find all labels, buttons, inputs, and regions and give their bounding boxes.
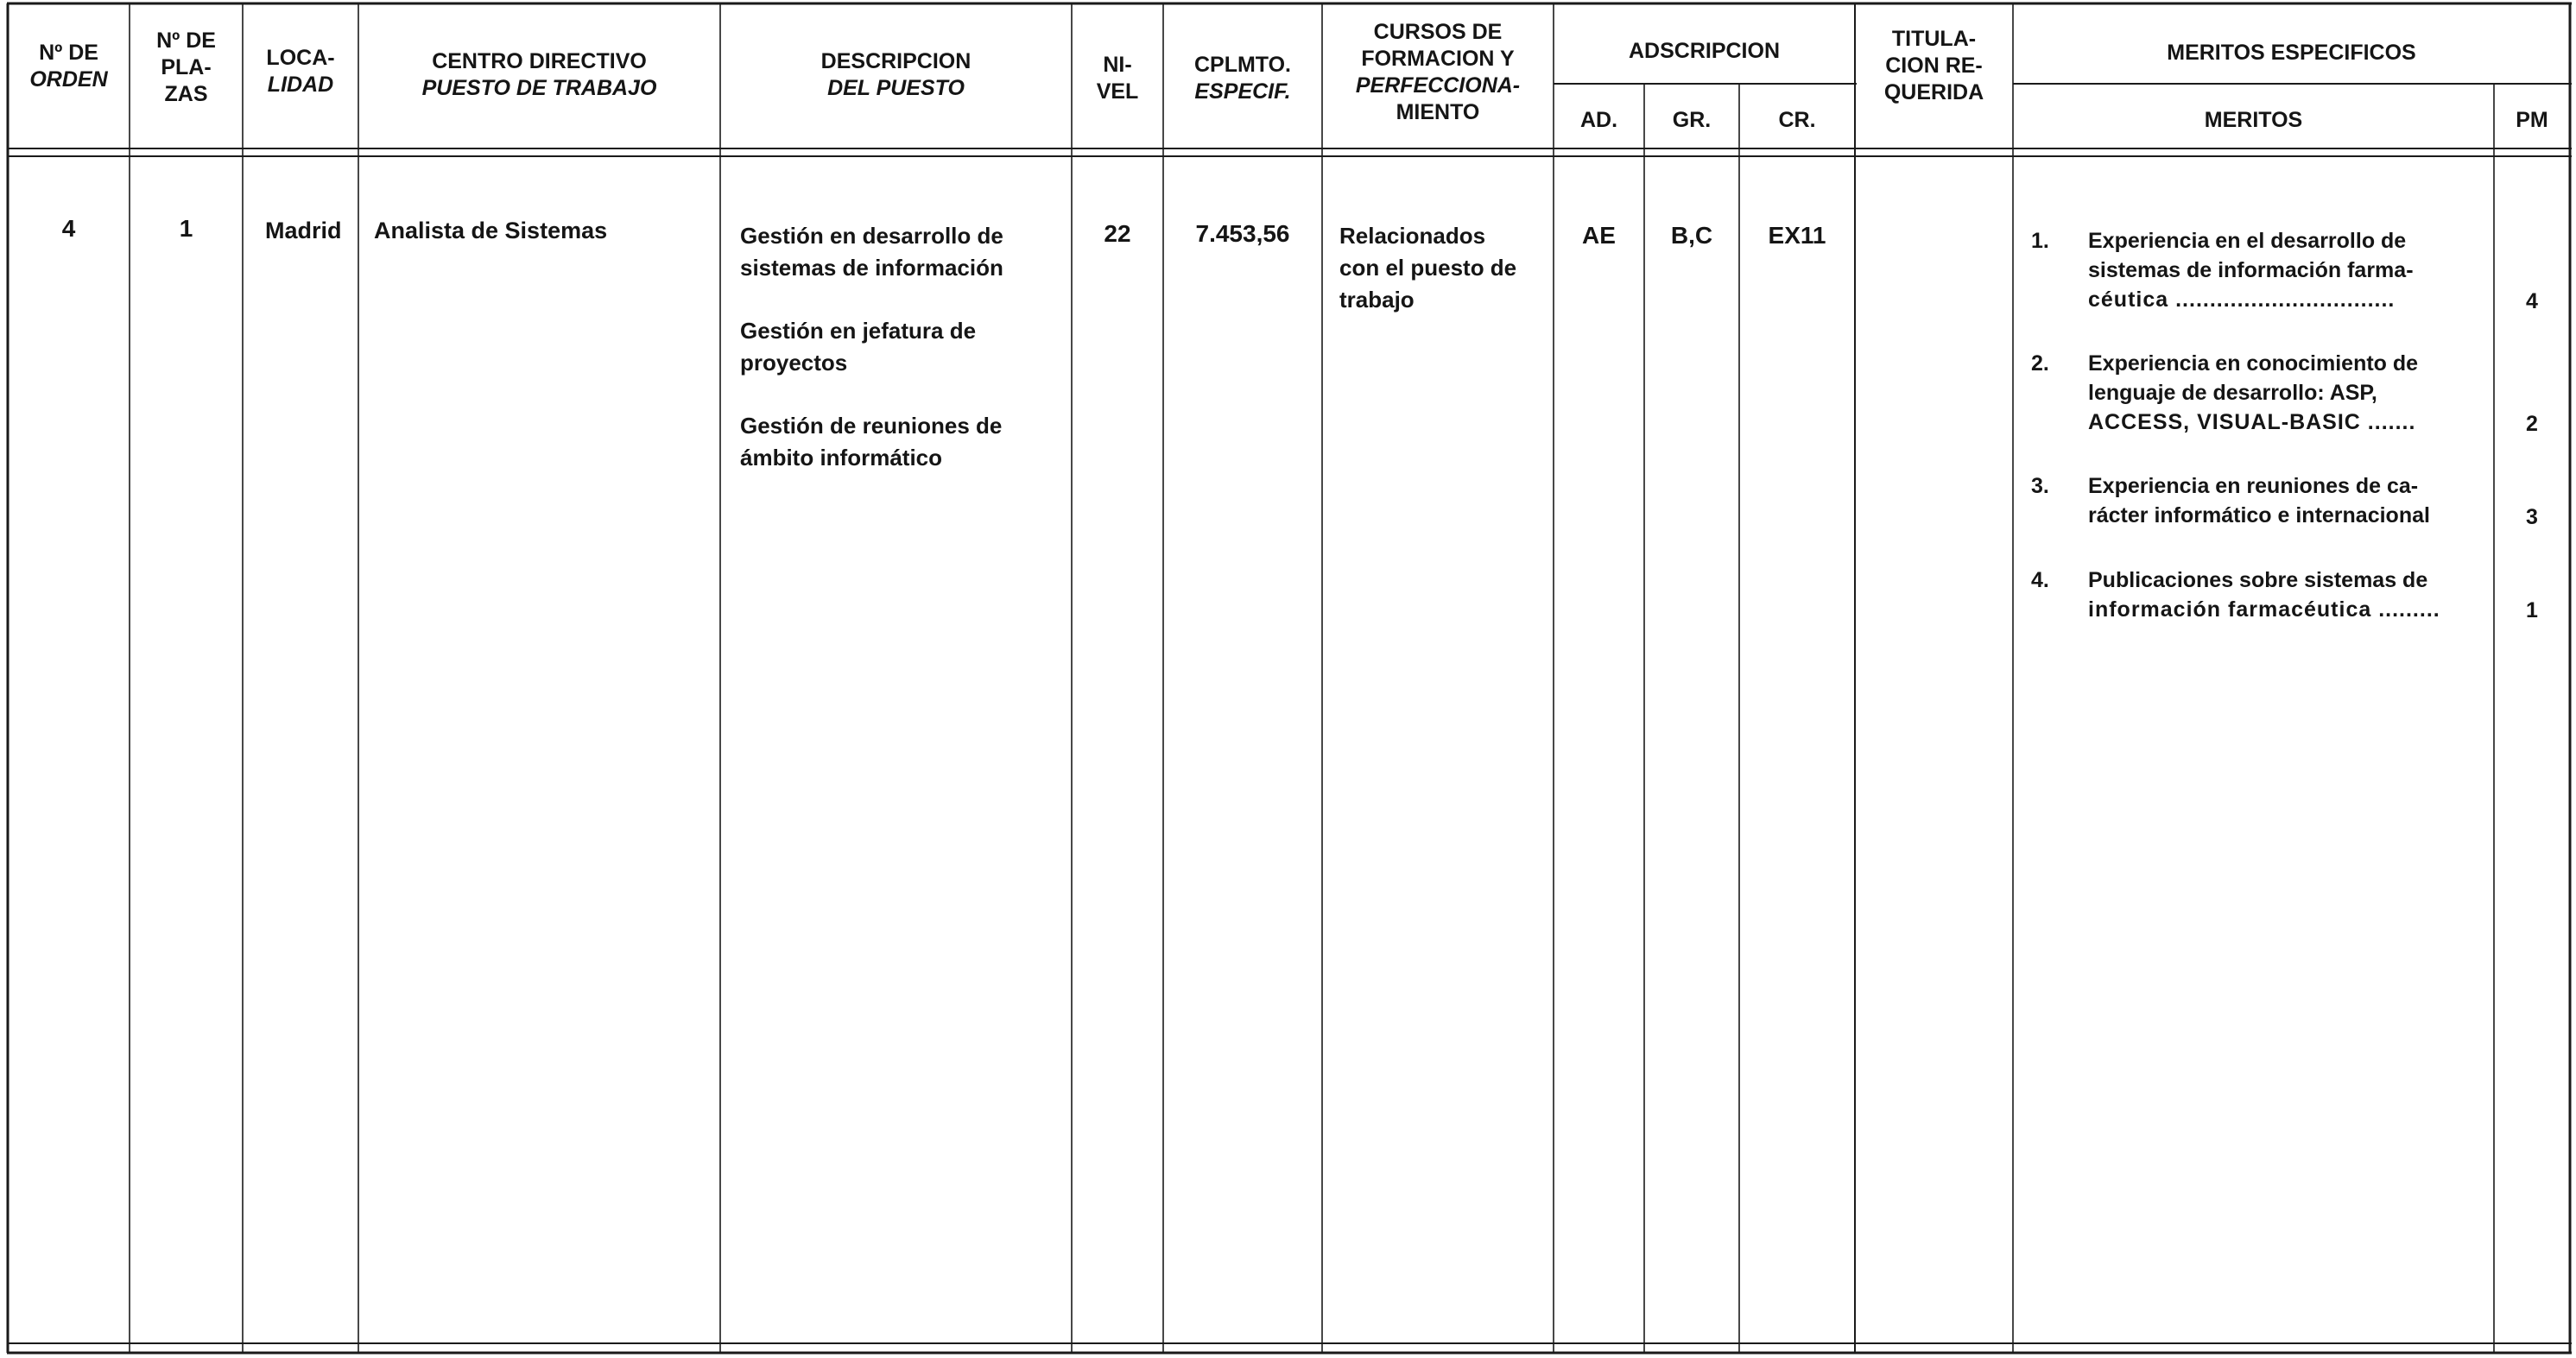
merit-number: 3. [2031,474,2049,498]
header-descripcion-line-2: DEL PUESTO [827,76,965,100]
descripcion-item-2-line-2: proyectos [740,350,848,376]
merit-pm: 2 [2526,412,2538,436]
merit-number: 2. [2031,351,2049,376]
merit-item [2031,349,2489,444]
header-cursos-line-4: MIENTO [1396,100,1480,124]
header-cplmto-line-1: CPLMTO. [1193,53,1292,77]
header-meritos-especificos: MERITOS ESPECIFICOS [2167,41,2416,65]
descripcion-item-3-line-1: Gestión de reuniones de [740,413,1003,439]
cell-ad: AE [1582,222,1616,249]
merit-item [2031,565,2489,631]
header-localidad [243,45,358,98]
header-descripcion-line-1: DESCRIPCION [820,49,972,73]
header-n-plazas-line-3: ZAS [164,82,208,106]
cell-orden: 4 [61,215,76,242]
merit-4-line-2: información farmacéutica ......... [2088,597,2440,622]
header-centro-line-1: CENTRO DIRECTIVO [432,49,647,73]
header-cr: CR. [1778,108,1816,132]
header-nivel-line-1: NI- [1103,53,1132,77]
descripcion-item [740,220,1068,284]
header-localidad-line-2: LIDAD [267,73,334,97]
header-titulacion-line-1: TITULA- [1891,27,1977,51]
header-n-plazas-line-1: Nº DE [156,28,216,53]
header-cursos-line-3: PERFECCIONA- [1355,73,1521,98]
descripcion-item-3-line-2: ámbito informático [740,445,943,471]
merit-item [2031,471,2489,537]
header-cursos-line-1: CURSOS DE [1373,20,1503,44]
merit-3-line-1: Experiencia en reuniones de ca- [2088,474,2419,498]
descripcion-item-1-line-2: sistemas de información [740,255,1003,281]
merit-text [2088,349,2503,437]
header-ad: AD. [1579,108,1618,132]
header-cursos-line-2: FORMACION Y [1361,47,1515,71]
merit-text [2088,471,2503,530]
descripcion-item-2-line-1: Gestión en jefatura de [740,318,977,344]
merit-pm: 4 [2526,289,2538,313]
cell-gr: B,C [1670,222,1713,249]
header-pm: PM [2516,108,2548,132]
cell-cplmto: 7.453,56 [1195,220,1290,247]
cell-nivel: 22 [1104,220,1131,247]
cell-plazas: 1 [179,215,193,242]
header-descripcion [720,48,1072,102]
header-titulacion [1855,26,2013,106]
header-n-orden-line-1: Nº DE [39,41,98,65]
merit-pm: 3 [2526,505,2538,529]
merit-1-line-2: sistemas de información farma- [2088,258,2414,282]
merit-text [2088,226,2503,314]
header-gr: GR. [1672,108,1712,132]
merit-text [2088,565,2503,624]
merit-3-line-2: rácter informático e internacional [2088,503,2430,527]
cursos-line-2: con el puesto de [1339,255,1517,281]
header-cplmto-line-2: ESPECIF. [1194,79,1291,104]
cell-cr: EX11 [1768,222,1826,249]
merit-1-line-3: céutica ................................ [2088,287,2396,312]
merit-2-line-3: ACCESS, VISUAL-BASIC ....... [2088,410,2416,434]
header-n-orden-line-2: ORDEN [29,67,108,92]
header-nivel-line-2: VEL [1096,79,1139,104]
header-adscripcion: ADSCRIPCION [1628,39,1780,63]
merit-number: 1. [2031,229,2049,253]
merit-1-line-1: Experiencia en el desarrollo de [2088,229,2407,253]
merit-item [2031,226,2489,321]
header-titulacion-line-2: CION RE- [1885,54,1983,78]
header-centro-line-2: PUESTO DE TRABAJO [421,76,657,100]
header-n-orden [8,40,130,93]
merit-2-line-1: Experiencia en conocimiento de [2088,351,2419,376]
merit-4-line-1: Publicaciones sobre sistemas de [2088,568,2428,592]
header-localidad-line-1: LOCA- [266,46,335,70]
cursos-line-3: trabajo [1339,287,1415,313]
merit-2-line-2: lenguaje de desarrollo: ASP, [2088,381,2377,405]
cell-puesto: Analista de Sistemas [374,218,608,243]
descripcion-item-1-line-1: Gestión en desarrollo de [740,223,1003,249]
header-cursos [1322,19,1554,126]
header-n-plazas-line-2: PLA- [161,55,212,79]
header-n-plazas [130,28,243,108]
header-centro-directivo [358,48,720,102]
header-cplmto [1163,52,1322,105]
header-meritos: MERITOS [2204,108,2303,132]
header-titulacion-line-3: QUERIDA [1883,80,1984,104]
cursos-line-1: Relacionados [1339,223,1486,249]
cell-descripcion [740,220,1068,474]
cell-localidad: Madrid [265,218,342,243]
cell-cursos [1339,220,1551,316]
descripcion-item [740,315,1068,379]
descripcion-item [740,410,1068,474]
merit-pm: 1 [2526,598,2538,622]
merit-number: 4. [2031,568,2049,592]
header-nivel [1072,52,1163,105]
